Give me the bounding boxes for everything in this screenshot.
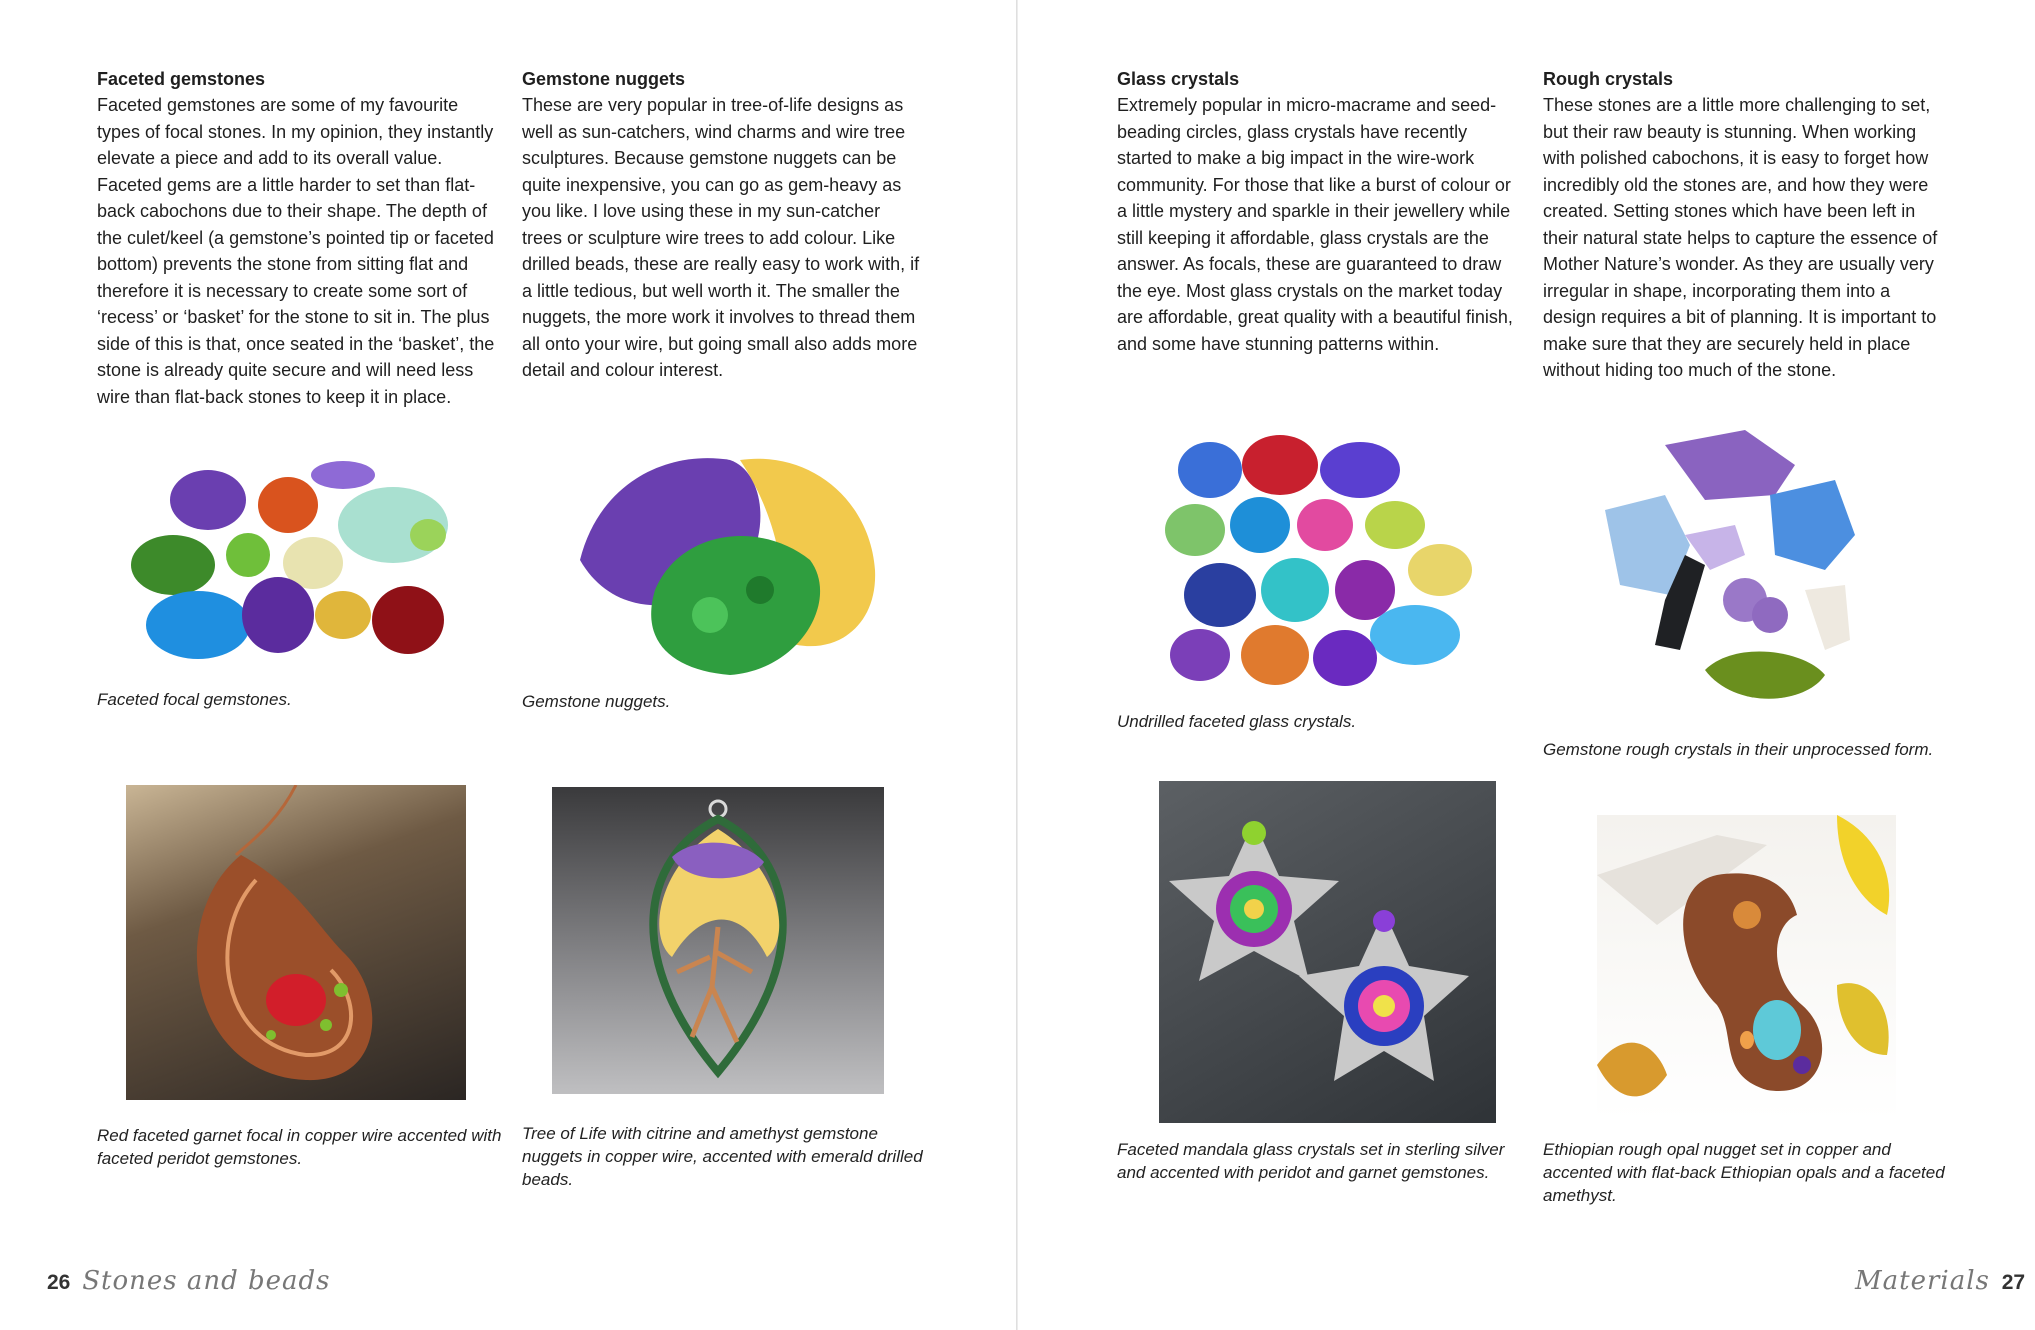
glass-crystals-section <box>1117 66 1515 357</box>
left-folio <box>41 1266 331 1296</box>
page-gutter <box>1016 0 1018 1330</box>
glass-crystals-heading: Glass crystals <box>1117 69 1240 89</box>
tree-of-life-caption: Tree of Life with citrine and amethyst gemstone nuggets in copper wire, accented with emerald drilled beads. <box>522 1124 923 1189</box>
gemstone-nuggets-section <box>522 66 920 384</box>
rough-crystals-section <box>1543 66 1941 384</box>
gemstone-nuggets-body: These are very popular in tree-of-life designs as well as sun-catchers, wind charms and wire tree sculptures. Because gemstone nuggets can be quite inexpensive, you can go as gem-heavy as you like. I love using these in my sun-catcher trees or sculpture wire trees to add colour. Like drilled beads, these are really easy to work with, if a little tedious, but well worth it. The smaller the nuggets, the more work it involves to thread them all onto your wire, but going small also adds more detail and colour interest. <box>522 95 920 380</box>
mandala-pendants-photo <box>1159 781 1496 1123</box>
glass-crystals-caption: Undrilled faceted glass crystals. <box>1117 712 1357 731</box>
right-folio <box>1855 1266 2031 1296</box>
rough-crystals-caption: Gemstone rough crystals in their unprocessed form. <box>1543 740 1934 759</box>
gemstone-nuggets-caption: Gemstone nuggets. <box>522 692 671 711</box>
right-page-number: 27 <box>2001 1271 2026 1294</box>
gemstone-nuggets-photo <box>560 440 885 680</box>
garnet-pendant-photo <box>126 785 466 1100</box>
faceted-gemstones-caption: Faceted focal gemstones. <box>97 690 292 709</box>
rough-crystals-photo <box>1595 425 1895 725</box>
glass-crystals-photo <box>1160 430 1478 692</box>
faceted-gemstones-photo <box>128 455 453 670</box>
faceted-gemstones-heading: Faceted gemstones <box>97 69 266 89</box>
faceted-gemstones-section <box>97 66 495 410</box>
rough-crystals-heading: Rough crystals <box>1543 69 1674 89</box>
garnet-pendant-caption: Red faceted garnet focal in copper wire accented with faceted peridot gemstones. <box>97 1126 502 1168</box>
gemstone-nuggets-heading: Gemstone nuggets <box>522 69 686 89</box>
right-running-title: Materials <box>1855 1266 1990 1296</box>
faceted-gemstones-body: Faceted gemstones are some of my favourite types of focal stones. In my opinion, they instantly elevate a piece and add to its overall value. Faceted gems are a little harder to set than flat-back cabochons due to their shape. The depth of the culet/keel (a gemstone’s pointed tip or faceted bottom) prevents the stone from sitting flat and therefore it is necessary to create some sort of ‘recess’ or ‘basket’ for the stone to sit in. The plus side of this is that, once seated in the ‘basket’, the stone is already quite secure and will need less wire than flat-back stones to keep it in place. <box>97 95 495 407</box>
left-page-number: 26 <box>47 1271 71 1294</box>
glass-crystals-body: Extremely popular in micro-macrame and seed-beading circles, glass crystals have recently started to make a big impact in the wire-work community. For those that like a burst of colour or a little mystery and sparkle in their jewellery while still keeping it affordable, glass crystals are the answer. As focals, these are guaranteed to draw the eye. Most glass crystals on the market today are affordable, great quality with a beautiful finish, and some have stunning patterns within. <box>1117 95 1513 354</box>
opal-pendant-caption: Ethiopian rough opal nugget set in copper and accented with flat-back Ethiopian opals and a faceted amethyst. <box>1543 1140 1945 1205</box>
opal-pendant-photo <box>1597 815 1896 1120</box>
mandala-pendants-caption: Faceted mandala glass crystals set in sterling silver and accented with peridot and garnet gemstones. <box>1117 1140 1505 1182</box>
tree-of-life-photo <box>552 787 884 1094</box>
left-running-title: Stones and beads <box>82 1266 331 1296</box>
rough-crystals-body: These stones are a little more challenging to set, but their raw beauty is stunning. When working with polished cabochons, it is easy to forget how incredibly old the stones are, and how they were created. Setting stones which have been left in their natural state helps to capture the essence of Mother Nature’s wonder. As they are usually very irregular in shape, incorporating them into a design requires a bit of planning. It is important to make sure that they are securely held in place without hiding too much of the stone. <box>1543 95 1938 380</box>
